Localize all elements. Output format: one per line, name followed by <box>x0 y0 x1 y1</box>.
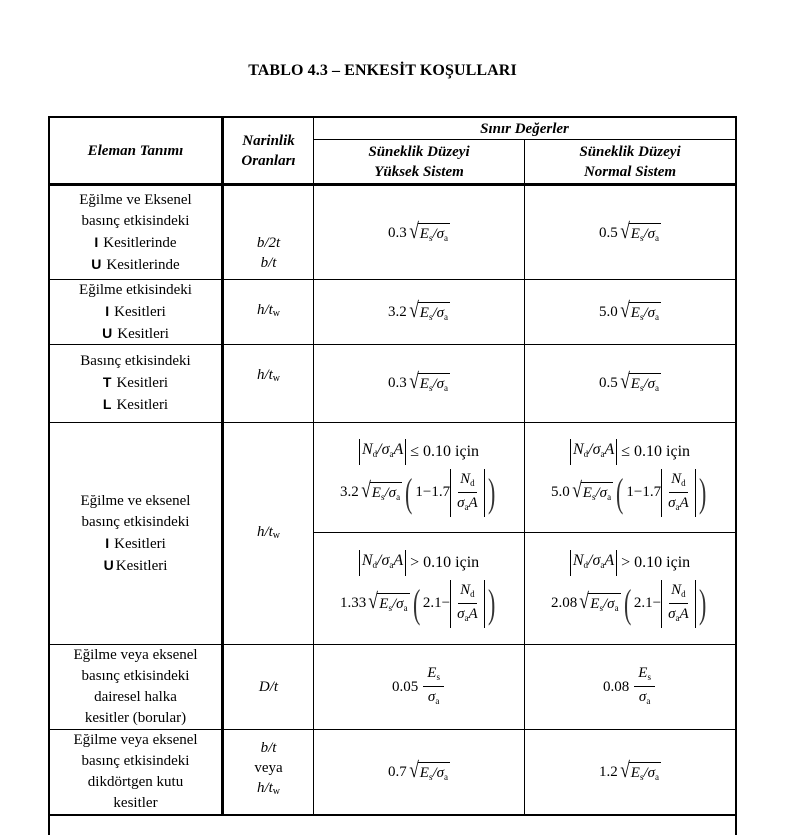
desc-line: Eğilme ve Eksenel <box>79 191 192 208</box>
shape-label: Kesitlerinde <box>103 234 177 251</box>
sym: E <box>630 226 640 242</box>
sym: σ <box>668 605 676 622</box>
header-col2-line1: Narinlik <box>242 132 295 149</box>
header-narinlik <box>224 118 313 183</box>
row4-case2-normal <box>525 533 735 644</box>
sym: s <box>639 311 644 322</box>
shape-label: Kesitlerinde <box>106 256 180 273</box>
sym: d <box>470 588 475 599</box>
inner-const: 2.1 <box>422 595 442 611</box>
row1-ratio <box>224 186 313 279</box>
sym: N <box>361 551 373 569</box>
row2-description <box>50 280 221 344</box>
shape-label: Kesitleri <box>114 535 166 552</box>
sym: a <box>655 233 660 243</box>
ratio-main: h/t <box>256 367 273 383</box>
sym: s <box>647 671 651 682</box>
coef: 2.08 <box>550 595 578 611</box>
sym: σ <box>436 304 445 321</box>
ratio-sub: w <box>272 308 281 319</box>
sym: a <box>389 559 394 570</box>
row2-ratio <box>224 280 313 344</box>
sym: / <box>643 764 648 781</box>
sqrt-icon: √ <box>360 477 371 502</box>
inner-factor: 1.7 <box>642 484 662 500</box>
sym: s <box>639 383 644 393</box>
sym: E <box>630 304 640 321</box>
sym: / <box>377 551 382 569</box>
inner-factor: 1.7 <box>431 484 451 500</box>
formula <box>603 664 657 711</box>
coef: 0.7 <box>387 763 407 780</box>
ratio-main: h/t <box>256 302 273 318</box>
icin-label: için <box>666 443 691 460</box>
sym: σ <box>436 764 445 781</box>
ratio-text <box>257 522 280 546</box>
row4-case1-normal <box>525 423 735 532</box>
formula <box>387 296 450 326</box>
row4-ratio <box>224 423 313 644</box>
row1-normal <box>525 186 735 279</box>
sqrt-icon: √ <box>408 296 419 322</box>
sqrt-icon: √ <box>408 756 419 782</box>
operator: ≤ <box>621 443 631 460</box>
sym: s <box>639 233 644 243</box>
desc-line: Eğilme etkisindeki <box>79 281 192 298</box>
desc-line: basınç etkisindeki <box>81 212 190 229</box>
coef: 3.2 <box>387 303 407 320</box>
abs-frac <box>450 580 485 628</box>
coef: 5.0 <box>598 303 618 320</box>
ratio-text <box>257 300 280 324</box>
threshold: 0.10 <box>634 443 663 460</box>
abs-frac <box>661 469 696 517</box>
u-section-icon: U <box>91 255 102 272</box>
condition <box>570 550 690 576</box>
sym: E <box>419 304 429 321</box>
inner-const: 2.1 <box>633 595 653 611</box>
sym: a <box>614 603 619 613</box>
sqrt-icon: √ <box>619 218 630 243</box>
sym: A <box>604 551 615 569</box>
inner-const: 1 <box>626 484 634 500</box>
rparen: ) <box>698 469 707 515</box>
sym: A <box>468 494 478 511</box>
sym: a <box>600 559 605 570</box>
row2-normal <box>525 280 735 344</box>
row-line-6 <box>48 814 737 816</box>
border-right <box>735 116 737 835</box>
shape-label: Kesitleri <box>115 557 168 574</box>
sym: E <box>419 764 429 781</box>
sym: s <box>436 671 440 682</box>
sym: σ <box>599 485 608 501</box>
formula <box>551 469 709 517</box>
shape-label: Kesitleri <box>116 397 169 413</box>
ratio-text: D/t <box>258 679 279 695</box>
sym: / <box>432 226 437 242</box>
ratio-main: h/t <box>256 523 273 540</box>
coef: 5.0 <box>550 484 570 500</box>
sym: A <box>468 605 478 622</box>
i-section-icon: I <box>105 534 110 551</box>
rparen: ) <box>487 580 496 626</box>
sym: A <box>393 551 404 569</box>
formula <box>388 220 450 247</box>
row4-description <box>50 423 221 644</box>
rparen: ) <box>487 469 496 515</box>
sym: σ <box>607 596 615 612</box>
sym: σ <box>647 304 656 321</box>
sym: σ <box>381 440 390 458</box>
sym: E <box>638 664 648 681</box>
sym: E <box>582 485 592 501</box>
sym: / <box>391 596 397 612</box>
shape-line <box>103 394 168 416</box>
sym: E <box>419 376 429 392</box>
desc-line: basınç etkisindeki <box>81 668 190 684</box>
sym: a <box>607 492 612 502</box>
sym: a <box>444 383 449 393</box>
sym: s <box>428 383 433 393</box>
sym: / <box>643 226 648 242</box>
ratio-text: b/t <box>260 740 277 756</box>
sym: σ <box>592 440 601 458</box>
row2-high <box>314 280 524 344</box>
sym: a <box>396 492 401 502</box>
sym: E <box>590 596 600 612</box>
row3-description <box>50 345 221 422</box>
ratio-text <box>257 365 280 389</box>
ratio-sub: w <box>272 529 281 541</box>
ratio-text <box>257 778 280 802</box>
minus: − <box>441 595 451 611</box>
sym: N <box>572 551 584 569</box>
formula <box>599 370 661 397</box>
desc-line: Basınç etkisindeki <box>80 353 191 369</box>
sym: σ <box>427 688 436 705</box>
abs-ratio <box>570 439 617 465</box>
formula <box>340 469 498 517</box>
sym: σ <box>457 605 465 622</box>
sqrt-icon: √ <box>579 588 590 613</box>
shape-label: Kesitleri <box>116 375 169 391</box>
formula <box>551 580 709 628</box>
sym: a <box>444 233 449 243</box>
shape-label: Kesitleri <box>114 303 166 320</box>
ratio-text: b/t <box>260 255 277 271</box>
sym: a <box>655 771 660 782</box>
row3-high <box>314 345 524 422</box>
sym: d <box>372 559 377 570</box>
sym: a <box>655 383 660 393</box>
sym: σ <box>436 226 445 242</box>
shape-line <box>102 323 169 345</box>
abs-ratio <box>570 550 617 576</box>
abs-frac <box>661 580 696 628</box>
sym: a <box>403 603 408 613</box>
sym: / <box>588 551 593 569</box>
lparen: ( <box>623 580 631 626</box>
t-section-icon: T <box>102 374 112 390</box>
sym: a <box>675 612 680 623</box>
sym: a <box>464 501 469 512</box>
coef: 0.05 <box>392 678 419 695</box>
desc-line: basınç etkisindeki <box>81 513 190 530</box>
operator: > <box>410 554 420 571</box>
coef: 0.08 <box>603 678 630 695</box>
sym: d <box>372 448 378 459</box>
sym: σ <box>388 485 397 501</box>
sym: / <box>595 485 600 501</box>
header-col3-line2: Yüksek Sistem <box>374 163 464 180</box>
shape-line <box>105 301 166 323</box>
ratio-or: veya <box>254 760 283 776</box>
sym: / <box>384 485 389 501</box>
sym: A <box>393 440 404 458</box>
desc-line: kesitler <box>113 795 158 811</box>
abs-ratio <box>359 439 406 465</box>
coef: 0.3 <box>387 375 407 391</box>
case-stack <box>340 550 498 628</box>
abs-ratio <box>359 550 406 576</box>
sym: d <box>583 559 588 570</box>
rparen: ) <box>698 580 707 626</box>
formula <box>392 664 446 711</box>
header-eleman-tanimi <box>50 118 221 183</box>
row6-description <box>50 730 221 814</box>
formula <box>598 756 661 786</box>
row5-ratio <box>224 645 313 729</box>
sym: s <box>599 603 603 613</box>
formula <box>598 296 661 326</box>
minus: − <box>652 595 662 611</box>
case-stack <box>340 439 498 517</box>
operator: ≤ <box>410 443 420 460</box>
row5-description <box>50 645 221 729</box>
desc-line: Eğilme veya eksenel <box>73 647 198 663</box>
icin-label: için <box>666 554 691 571</box>
sqrt-icon: √ <box>619 296 630 322</box>
inner-const: 1 <box>415 484 423 500</box>
sym: E <box>371 485 381 501</box>
header-col4-line2: Normal Sistem <box>583 163 677 180</box>
condition <box>359 550 479 576</box>
sym: E <box>427 664 437 681</box>
row1-high <box>314 186 524 279</box>
header-sinir-degerler <box>314 118 735 139</box>
sym: N <box>460 581 471 598</box>
sym: / <box>643 304 648 321</box>
sym: σ <box>647 764 656 781</box>
sym: / <box>643 376 648 392</box>
sym: d <box>681 588 686 599</box>
sym: a <box>655 311 660 322</box>
sym: / <box>602 596 608 612</box>
lparen: ( <box>616 469 624 515</box>
sym: σ <box>668 494 676 511</box>
sym: E <box>379 596 389 612</box>
header-col1-label: Eleman Tanımı <box>87 142 184 159</box>
sym: / <box>432 764 437 781</box>
formula <box>599 220 661 247</box>
header-col2-line2: Oranları <box>241 152 296 169</box>
row1-description <box>50 186 221 279</box>
sym: σ <box>647 376 656 392</box>
sym: a <box>389 448 394 459</box>
sym: / <box>377 440 382 458</box>
l-section-icon: L <box>102 396 112 412</box>
desc-line: dairesel halka <box>94 689 177 705</box>
sym: s <box>428 311 433 322</box>
sym: A <box>604 440 615 458</box>
table-title: TABLO 4.3 – ENKESİT KOŞULLARI <box>248 62 517 79</box>
operator: > <box>621 554 631 571</box>
sym: N <box>460 470 471 487</box>
row4-case2-high <box>314 533 524 644</box>
shape-line <box>91 254 179 276</box>
ratio-text: b/2t <box>256 235 281 251</box>
header-yuksek <box>314 140 524 183</box>
sym: N <box>572 440 584 458</box>
i-section-icon: I <box>94 233 99 250</box>
desc-line: dikdörtgen kutu <box>87 774 184 790</box>
sym: a <box>435 695 440 706</box>
ratio-sub: w <box>272 786 281 797</box>
formula <box>340 580 498 628</box>
sym: s <box>428 771 433 782</box>
sym: σ <box>381 551 390 569</box>
sym: a <box>464 612 469 623</box>
shape-line <box>94 232 176 254</box>
sym: a <box>444 771 449 782</box>
condition <box>359 439 479 465</box>
sym: E <box>419 226 429 242</box>
u-section-icon: U <box>103 556 114 573</box>
u-section-icon: U <box>102 324 113 341</box>
row5-normal <box>525 645 735 729</box>
minus: − <box>422 484 432 500</box>
header-group-label: Sınır Değerler <box>480 120 569 137</box>
abs-frac <box>450 469 485 517</box>
threshold: 0.10 <box>423 443 452 460</box>
sym: s <box>591 492 596 502</box>
minus: − <box>633 484 643 500</box>
sym: a <box>444 311 449 322</box>
sym: E <box>630 764 640 781</box>
header-normal <box>525 140 735 183</box>
desc-line: Eğilme veya eksenel <box>73 732 198 748</box>
sym: / <box>432 376 437 392</box>
row5-high <box>314 645 524 729</box>
desc-line: basınç etkisindeki <box>81 753 190 769</box>
shape-line <box>104 555 168 577</box>
sqrt-icon: √ <box>368 588 379 613</box>
sym: N <box>361 440 373 458</box>
sym: a <box>646 695 651 706</box>
desc-line: Eğilme ve eksenel <box>80 492 191 509</box>
sym: σ <box>592 551 601 569</box>
sqrt-icon: √ <box>619 756 630 782</box>
ratio-sub: w <box>272 373 281 384</box>
sym: σ <box>647 226 656 242</box>
formula <box>387 756 450 786</box>
sym: a <box>600 448 605 459</box>
sym: s <box>639 771 644 782</box>
desc-line: kesitler (borular) <box>84 710 187 726</box>
shape-label: Kesitleri <box>117 325 169 342</box>
sym: N <box>671 470 682 487</box>
sym: A <box>679 605 689 622</box>
shape-line <box>103 372 168 394</box>
coef: 1.33 <box>339 595 367 611</box>
lparen: ( <box>412 580 420 626</box>
formula <box>388 370 450 397</box>
coef: 0.5 <box>598 225 618 241</box>
header-col3-line1: Süneklik Düzeyi <box>368 143 470 160</box>
icin-label: için <box>455 554 480 571</box>
sym: d <box>583 448 589 459</box>
row6-high <box>314 730 524 814</box>
sym: A <box>679 494 689 511</box>
sqrt-icon: √ <box>619 368 630 393</box>
icin-label: için <box>455 443 480 460</box>
case-stack <box>551 550 709 628</box>
coef: 1.2 <box>598 763 618 780</box>
shape-line <box>105 533 166 555</box>
lparen: ( <box>405 469 413 515</box>
row4-case1-high <box>314 423 524 532</box>
row3-ratio <box>224 345 313 422</box>
sqrt-icon: √ <box>571 477 582 502</box>
row3-normal <box>525 345 735 422</box>
sqrt-icon: √ <box>408 368 419 393</box>
row6-normal <box>525 730 735 814</box>
ratio-main: h/t <box>256 780 273 796</box>
sym: s <box>380 492 385 502</box>
sym: a <box>675 501 680 512</box>
sym: s <box>388 603 392 613</box>
coef: 0.3 <box>387 225 407 241</box>
coef: 0.5 <box>598 375 618 391</box>
condition <box>570 439 690 465</box>
coef: 3.2 <box>339 484 359 500</box>
sym: σ <box>457 494 465 511</box>
sym: σ <box>436 376 445 392</box>
case-stack <box>551 439 709 517</box>
sqrt-icon: √ <box>408 218 419 243</box>
header-col4-line1: Süneklik Düzeyi <box>579 143 681 160</box>
sym: d <box>470 477 475 488</box>
threshold: 0.10 <box>423 554 452 571</box>
sym: σ <box>396 596 404 612</box>
sym: / <box>432 304 437 321</box>
sym: N <box>671 581 682 598</box>
sym: E <box>630 376 640 392</box>
i-section-icon: I <box>105 302 110 319</box>
sym: / <box>588 440 593 458</box>
threshold: 0.10 <box>634 554 663 571</box>
sym: σ <box>638 688 647 705</box>
row6-ratio <box>224 730 313 814</box>
sym: s <box>428 233 433 243</box>
sym: d <box>681 477 686 488</box>
